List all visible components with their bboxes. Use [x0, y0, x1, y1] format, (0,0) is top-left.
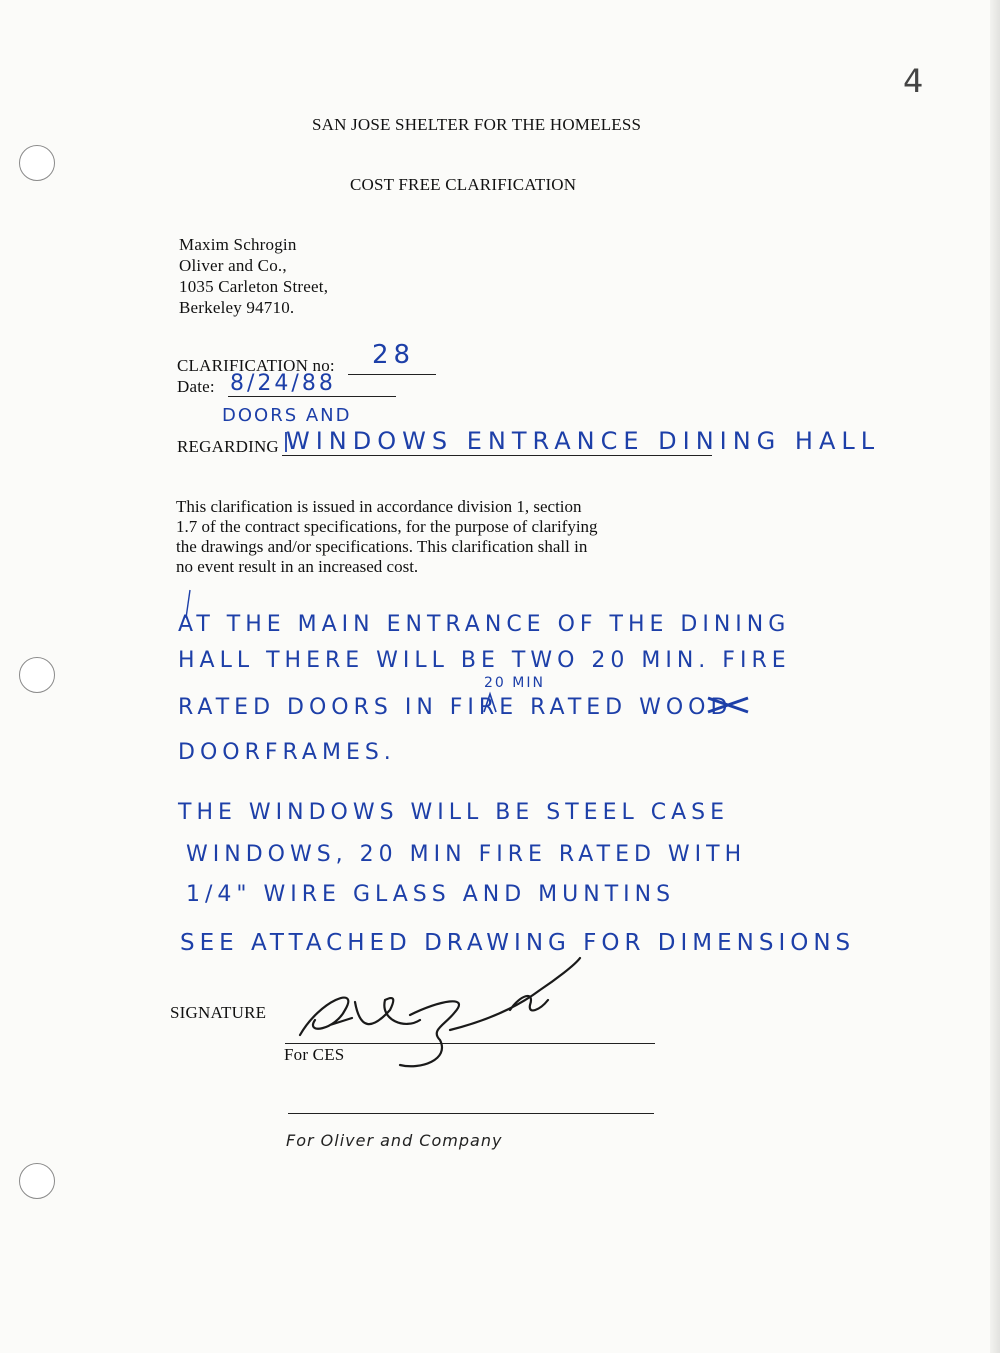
paragraph-line: This clarification is issued in accordance division 1, section	[176, 497, 582, 516]
signature-scribble	[300, 958, 580, 1066]
regarding-line-1: DOORS AND	[222, 405, 352, 426]
address-line: Oliver and Co.,	[179, 256, 287, 275]
handwritten-note-line: HALL THERE WILL BE TWO 20 MIN. FIRE	[178, 648, 791, 673]
page-number: 4	[903, 62, 925, 100]
document-title: SAN JOSE SHELTER FOR THE HOMELESS	[312, 115, 642, 134]
paragraph-line: 1.7 of the contract specifications, for the purpose of clarifying	[176, 517, 598, 536]
clarification-number-value: 28	[372, 340, 416, 370]
regarding-line-2: WINDOWS ENTRANCE DINING HALL	[286, 427, 881, 455]
stray-pen-mark	[186, 590, 190, 618]
paragraph-line: no event result in an increased cost.	[176, 557, 419, 576]
handwritten-note-line: THE WINDOWS WILL BE STEEL CASE	[178, 800, 730, 825]
crossed-out-mark	[708, 698, 748, 712]
paragraph-line: the drawings and/or specifications. This clarification shall in	[176, 537, 588, 556]
handwritten-note-line: SEE ATTACHED DRAWING FOR DIMENSIONS	[180, 930, 856, 956]
handwritten-note-line: 1/4" WIRE GLASS AND MUNTINS	[186, 882, 676, 907]
address-line: Berkeley 94710.	[179, 298, 295, 317]
signature-label: SIGNATURE	[170, 1003, 267, 1022]
document-subtitle: COST FREE CLARIFICATION	[350, 175, 577, 194]
handwritten-note-line: WINDOWS, 20 MIN FIRE RATED WITH	[186, 842, 747, 867]
handwritten-insertion: 20 MIN	[484, 675, 545, 691]
date-value: 8/24/88	[230, 371, 336, 396]
handwritten-note-line: RATED DOORS IN FIRE RATED WOOD	[178, 695, 733, 720]
handwritten-note-line: DOORFRAMES.	[178, 740, 396, 765]
date-label: Date:	[177, 377, 215, 396]
address-line: Maxim Schrogin	[179, 235, 297, 254]
insertion-caret	[484, 694, 496, 712]
for-oliver-label: For Oliver and Company	[286, 1131, 503, 1150]
for-ces-label: For CES	[284, 1045, 345, 1064]
handwritten-note-line: AT THE MAIN ENTRANCE OF THE DINING	[178, 612, 791, 637]
regarding-label: REGARDING	[177, 437, 279, 456]
address-line: 1035 Carleton Street,	[179, 277, 329, 296]
clarification-number-label: CLARIFICATION no:	[177, 356, 335, 375]
